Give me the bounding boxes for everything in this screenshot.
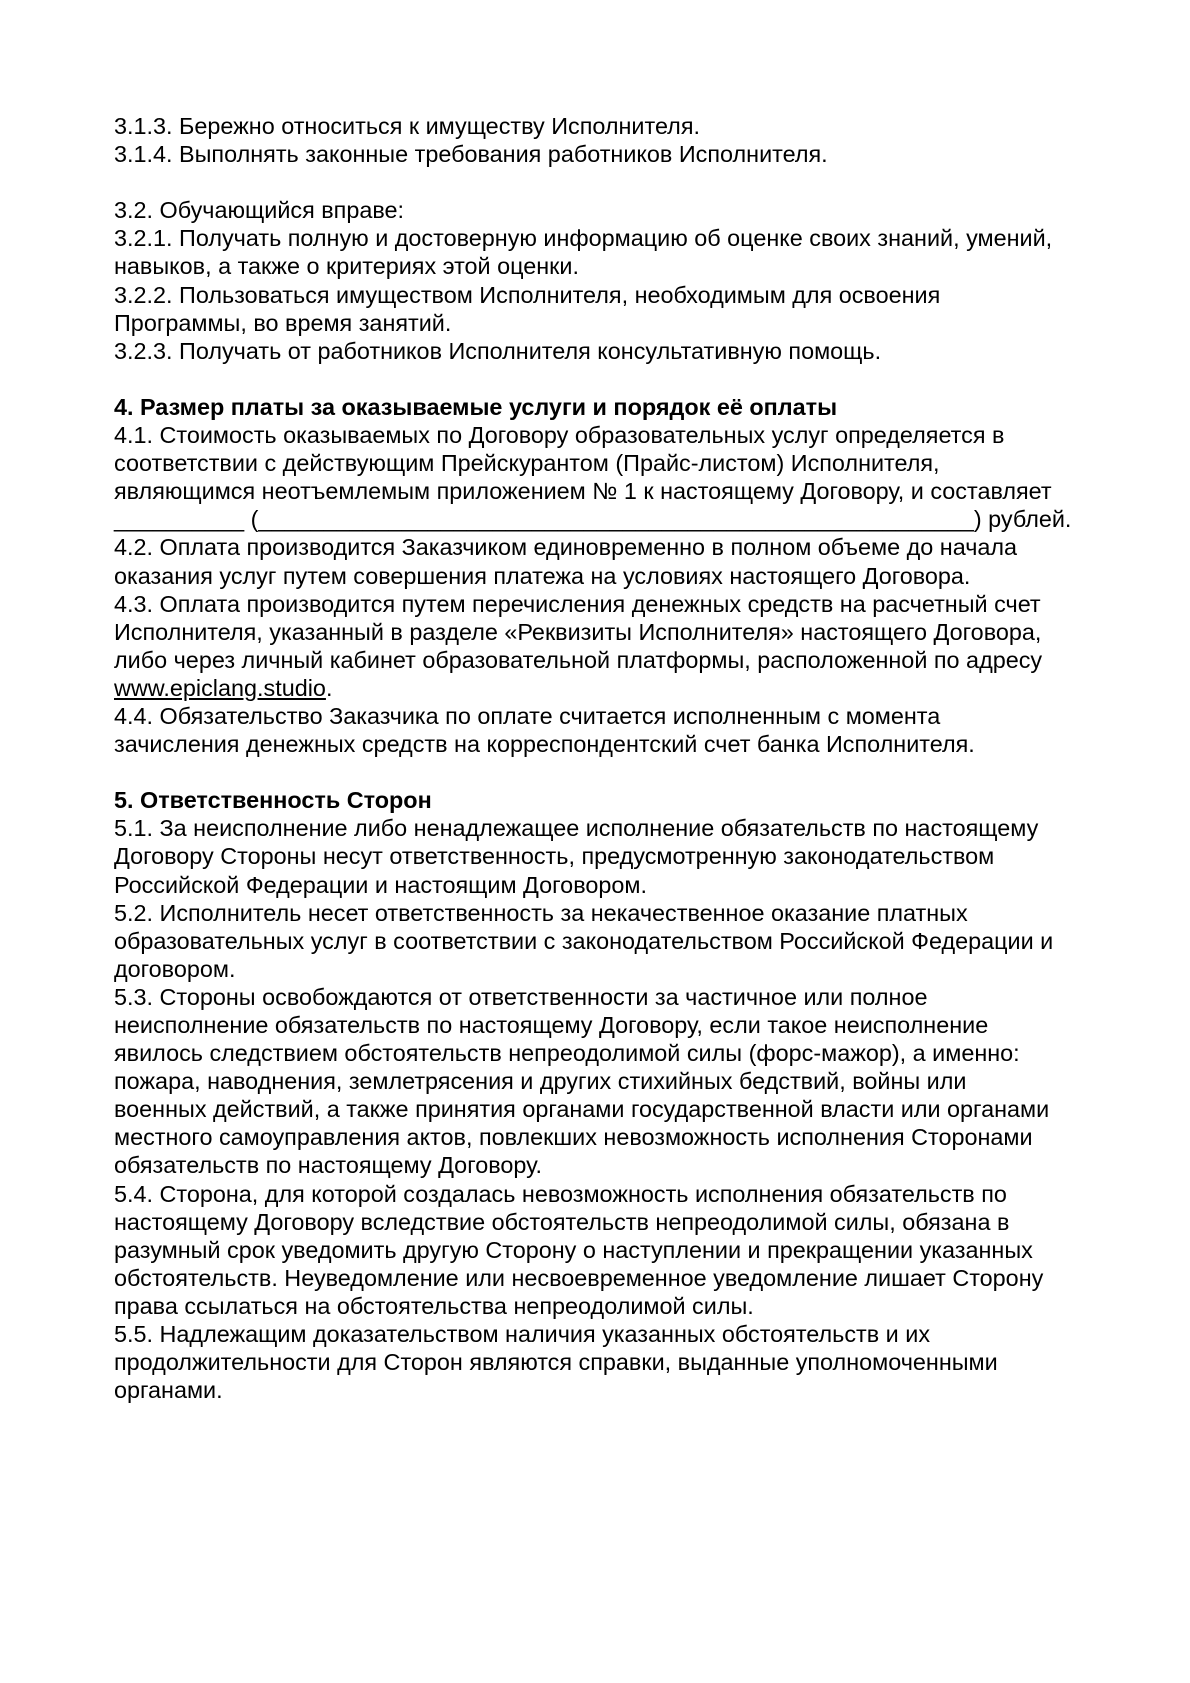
- clause-5-4-line-5: права ссылаться на обстоятельства непреодолимой силы.: [114, 1292, 754, 1319]
- clause-4-2-line-2: оказания услуг путем совершения платежа на условиях настоящего Договора.: [114, 562, 971, 589]
- clause-3-1-4: 3.1.4. Выполнять законные требования работников Исполнителя.: [114, 141, 828, 168]
- clause-4-4-line-1: 4.4. Обязательство Заказчика по оплате считается исполненным с момента: [114, 702, 941, 729]
- clause-5-2-line-3: договором.: [114, 955, 236, 982]
- clause-5-1-line-3: Российской Федерации и настоящим Договором.: [114, 871, 647, 898]
- clause-5-3-line-1: 5.3. Стороны освобождаются от ответственности за частичное или полное: [114, 983, 928, 1010]
- section-4-heading: 4. Размер платы за оказываемые услуги и порядок её оплаты: [114, 393, 838, 420]
- clause-4-3-period: .: [325, 674, 333, 701]
- clause-5-3-line-2: неисполнение обязательств по настоящему Договору, если такое неисполнение: [114, 1012, 989, 1038]
- clause-5-3-line-7: обязательств по настоящему Договору.: [114, 1152, 542, 1179]
- clause-5-2-line-2: образовательных услуг в соответствии с законодательством Российской Федерации и: [114, 927, 1054, 954]
- clause-5-5-line-1: 5.5. Надлежащим доказательством наличия указанных обстоятельств и их: [114, 1321, 931, 1348]
- clause-3-2-1-line-1: 3.2.1. Получать полную и достоверную информацию об оценке своих знаний, умений,: [114, 225, 1053, 252]
- clause-3-2: 3.2. Обучающийся вправе:: [114, 197, 405, 224]
- clause-3-2-3: 3.2.3. Получать от работников Исполнителя консультативную помощь.: [114, 337, 882, 364]
- clause-5-4-line-4: обстоятельств. Неуведомление или несвоевременное уведомление лишает Сторону: [114, 1264, 1044, 1291]
- clause-5-4-line-1: 5.4. Сторона, для которой создалась невозможность исполнения обязательств по: [114, 1180, 1007, 1207]
- clause-4-3-line-4: [114, 674, 1094, 702]
- website-link[interactable]: www.epiclang.studio: [114, 674, 326, 701]
- clause-5-5-line-2: продолжительности для Сторон являются справки, выданные уполномоченными: [114, 1349, 998, 1376]
- clause-4-3-line-1: 4.3. Оплата производится путем перечисления денежных средств на расчетный счет: [114, 590, 1041, 617]
- document-page: [114, 112, 1094, 1404]
- clause-5-1-line-2: Договору Стороны несут ответственность, предусмотренную законодательством: [114, 843, 995, 870]
- clause-5-2-line-1: 5.2. Исполнитель несет ответственность за некачественное оказание платных: [114, 899, 968, 926]
- clause-5-3-line-5: военных действий, а также принятия органами государственной власти или органами: [114, 1096, 1050, 1123]
- clause-5-3-line-3: явилось следствием обстоятельств непреодолимой силы (форс-мажор), а именно:: [114, 1040, 1020, 1067]
- clause-5-4-line-2: настоящему Договору вследствие обстоятельств непреодолимой силы, обязана в: [114, 1208, 1010, 1235]
- clause-4-3-line-3: либо через личный кабинет образовательной платформы, расположенной по адресу: [114, 646, 1043, 673]
- clause-5-3-line-6: местного самоуправления актов, повлекших невозможность исполнения Сторонами: [114, 1124, 1033, 1151]
- clause-4-4-line-2: зачисления денежных средств на корреспондентский счет банка Исполнителя.: [114, 731, 975, 758]
- clause-4-1-price-blank: __________ (_______________________________________________________) рублей.: [114, 506, 1072, 533]
- clause-5-5-line-3: органами.: [114, 1377, 223, 1404]
- clause-3-2-2-line-1: 3.2.2. Пользоваться имуществом Исполнителя, необходимым для освоения: [114, 281, 941, 308]
- clause-5-4-line-3: разумный срок уведомить другую Сторону о наступлении и прекращении указанных: [114, 1236, 1033, 1263]
- clause-4-1-line-2: соответствии с действующим Прейскурантом (Прайс-листом) Исполнителя,: [114, 450, 940, 477]
- clause-3-2-1-line-2: навыков, а также о критериях этой оценки.: [114, 253, 579, 280]
- clause-3-1-3: 3.1.3. Бережно относиться к имуществу Исполнителя.: [114, 113, 700, 139]
- clause-5-3-line-4: пожара, наводнения, землетрясения и других стихийных бедствий, войны или: [114, 1068, 967, 1095]
- clause-4-3-line-2: Исполнителя, указанный в разделе «Реквизиты Исполнителя» настоящего Договора,: [114, 618, 1042, 645]
- clause-5-1-line-1: 5.1. За неисполнение либо ненадлежащее исполнение обязательств по настоящему: [114, 815, 1039, 842]
- clause-4-1-line-3: являющимся неотъемлемым приложением № 1 к настоящему Договору, и составляет: [114, 478, 1052, 505]
- paragraph-spacer: [114, 365, 1094, 393]
- paragraph-spacer: [114, 168, 1094, 196]
- clause-4-2-line-1: 4.2. Оплата производится Заказчиком единовременно в полном объеме до начала: [114, 534, 1018, 561]
- clause-3-2-2-line-2: Программы, во время занятий.: [114, 309, 452, 336]
- section-5-heading: 5. Ответственность Сторон: [114, 787, 432, 814]
- clause-4-1-line-1: 4.1. Стоимость оказываемых по Договору образовательных услуг определяется в: [114, 422, 1005, 449]
- paragraph-spacer: [114, 758, 1094, 786]
